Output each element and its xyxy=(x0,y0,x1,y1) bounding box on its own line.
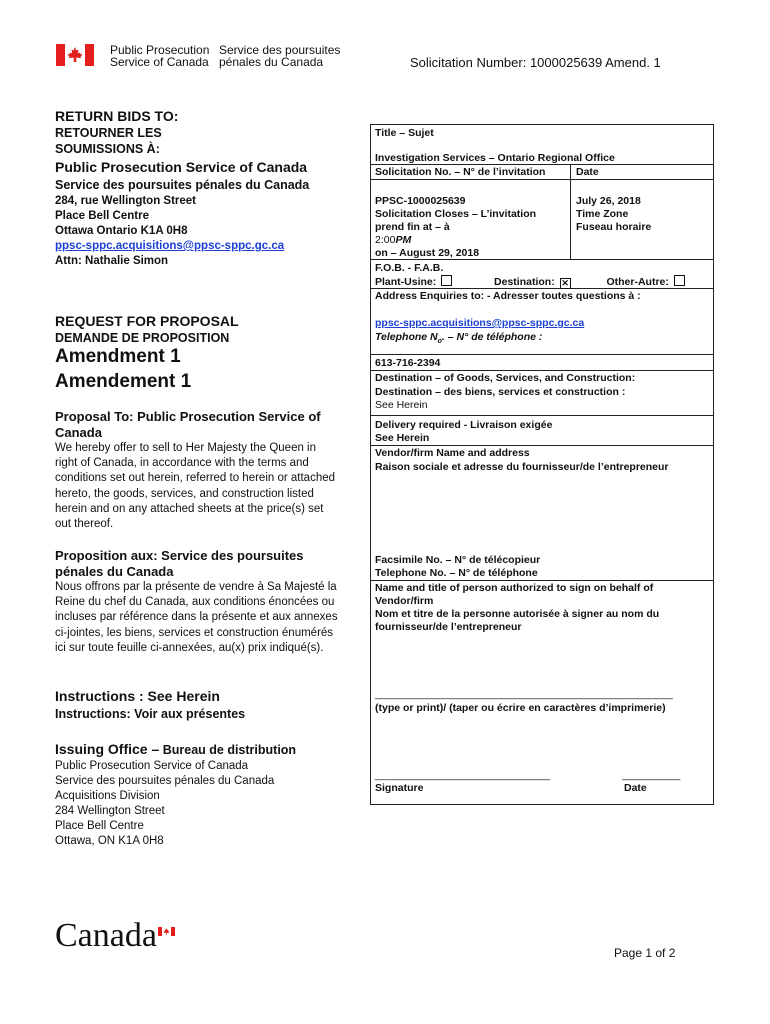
form-rule xyxy=(371,370,714,371)
title-value: Investigation Services – Ontario Regional Office xyxy=(375,152,615,164)
proposal-body-fr: Nous offrons par la présente de vendre à Sa Majesté la Reine du chef du Canada, aux conditions énoncées ou incluses par référence dans la présente et aux annexes ci-jointes, les biens, services et construction énumérés ici sur toute feuille ci-annexées, au(x) prix indiqué(s). xyxy=(55,581,338,654)
delivery-value: See Herein xyxy=(375,432,430,444)
authorized-name-label-2: Vendor/firm xyxy=(375,595,434,607)
destination-goods-label-fr: Destination – des biens, services et construction : xyxy=(375,386,626,398)
form-rule xyxy=(371,415,714,416)
instructions-fr: Instructions: Voir aux présentes xyxy=(55,707,246,721)
form-column-divider xyxy=(570,164,571,259)
form-rule xyxy=(371,354,714,355)
destination-checkbox[interactable]: ✕ xyxy=(561,278,569,288)
vendor-label-fr: Raison sociale et adresse du fournisseur/de l’entrepreneur xyxy=(375,461,669,473)
fob-options: Plant-Usine: Destination: ✕ Other-Autre: xyxy=(375,275,685,289)
print-name-line[interactable]: ___________________________________________________ xyxy=(375,688,673,700)
closes-date: on – August 29, 2018 xyxy=(375,247,480,259)
return-bids-heading: RETURN BIDS TO: xyxy=(55,108,179,124)
vendor-label: Vendor/firm Name and address xyxy=(375,447,530,459)
canada-wordmark: Canada xyxy=(55,917,157,954)
signature-date-label: Date xyxy=(624,782,647,794)
amendment-title-fr: Amendement 1 xyxy=(55,371,192,392)
solicitation-number: Solicitation Number: 1000025639 Amend. 1 xyxy=(410,55,661,70)
telephone2-label: Telephone No. – N° de téléphone xyxy=(375,567,538,579)
form-divider-left xyxy=(370,124,371,805)
issuing-office-address: Public Prosecution Service of Canada Service des poursuites pénales du Canada Acquisitions Division 284 Wellington Street Place Bell Centre Ottawa, ON K1A 0H8 xyxy=(55,760,275,847)
return-org-fr: Service des poursuites pénales du Canada xyxy=(55,178,310,192)
authorized-name-label-fr-2: fournisseur/de l’entrepreneur xyxy=(375,621,522,633)
enquiries-email-link[interactable]: ppsc-sppc.acquisitions@ppsc-sppc.gc.ca xyxy=(375,317,585,329)
return-bids-heading-fr: RETOURNER LES SOUMISSIONS À: xyxy=(55,126,162,156)
signature-label: Signature xyxy=(375,782,424,794)
form-rule xyxy=(371,179,714,180)
telephone-value: 613-716-2394 xyxy=(375,357,441,369)
date-label: Date xyxy=(576,166,599,178)
issuing-office-heading: Issuing Office – Bureau de distribution xyxy=(55,741,297,757)
type-or-print-label: (type or print)/ (taper ou écrire en caractères d’imprimerie) xyxy=(375,702,666,714)
signature-date-line[interactable]: __________ xyxy=(622,769,681,781)
department-name-fr: Service des poursuites pénales du Canada xyxy=(219,43,341,69)
return-email-link[interactable]: ppsc-sppc.acquisitions@ppsc-sppc.gc.ca xyxy=(55,240,285,252)
return-org-en: Public Prosecution Service of Canada xyxy=(55,159,308,175)
time-zone-label: Time Zone xyxy=(576,208,629,220)
rfp-title: REQUEST FOR PROPOSAL xyxy=(55,313,239,329)
solicitation-no-value: PPSC-1000025639 xyxy=(375,195,466,207)
destination-goods-value: See Herein xyxy=(375,399,428,411)
time-zone-label-fr: Fuseau horaire xyxy=(576,221,652,233)
proposal-heading-en: Proposal To: Public Prosecution Service of Canada xyxy=(55,409,321,440)
closes-label-2: prend fin at – à xyxy=(375,221,450,233)
form-rule xyxy=(371,445,714,446)
closes-time: 2:00PM xyxy=(375,234,412,246)
wordmark-flag-icon xyxy=(158,923,175,932)
closes-label-1: Solicitation Closes – L’invitation xyxy=(375,208,537,220)
telephone-label: Telephone $N_o$. – N° de téléphone : xyxy=(375,331,543,346)
delivery-label: Delivery required - Livraison exigée xyxy=(375,419,553,431)
plant-checkbox[interactable] xyxy=(441,275,452,286)
proposal-body-en: We hereby offer to sell to Her Majesty the Queen in right of Canada, in accordance with the terms and conditions set out herein, referred to herein or attached hereto, the goods, services, and construction listed herein and on any attached sheets at the price(s) set out thereof. xyxy=(55,442,336,531)
other-checkbox[interactable] xyxy=(674,275,685,286)
canada-flag-logo xyxy=(56,44,94,66)
department-name-en: Public Prosecution Service of Canada xyxy=(110,43,210,69)
form-rule xyxy=(371,580,714,581)
title-label: Title – Sujet xyxy=(375,127,434,139)
authorized-name-label-fr: Nom et titre de la personne autorisée à signer au nom du xyxy=(375,608,660,620)
facsimile-label: Facsimile No. – N° de télécopieur xyxy=(375,554,541,566)
signature-line[interactable]: ______________________________ xyxy=(375,769,551,781)
return-address: 284, rue Wellington Street Place Bell Centre Ottawa Ontario K1A 0H8 ppsc-sppc.acquisitions@ppsc-sppc.gc.ca Attn: Nathalie Simon xyxy=(55,195,285,267)
enquiries-label: Address Enquiries to: - Adresser toutes questions à : xyxy=(375,290,641,302)
instructions-en: Instructions : See Herein xyxy=(55,688,220,704)
solicitation-no-label: Solicitation No. – N° de l’invitation xyxy=(375,166,546,178)
fob-label: F.O.B. - F.A.B. xyxy=(375,262,444,274)
amendment-title: Amendment 1 xyxy=(55,346,181,367)
authorized-name-label: Name and title of person authorized to sign on behalf of xyxy=(375,582,654,594)
page-number: Page 1 of 2 xyxy=(614,946,676,960)
proposal-heading-fr: Proposition aux: Service des poursuites pénales du Canada xyxy=(55,548,304,579)
destination-goods-label: Destination – of Goods, Services, and Construction: xyxy=(375,372,636,384)
rfp-title-fr: DEMANDE DE PROPOSITION xyxy=(55,331,230,345)
date-value: July 26, 2018 xyxy=(576,195,641,207)
